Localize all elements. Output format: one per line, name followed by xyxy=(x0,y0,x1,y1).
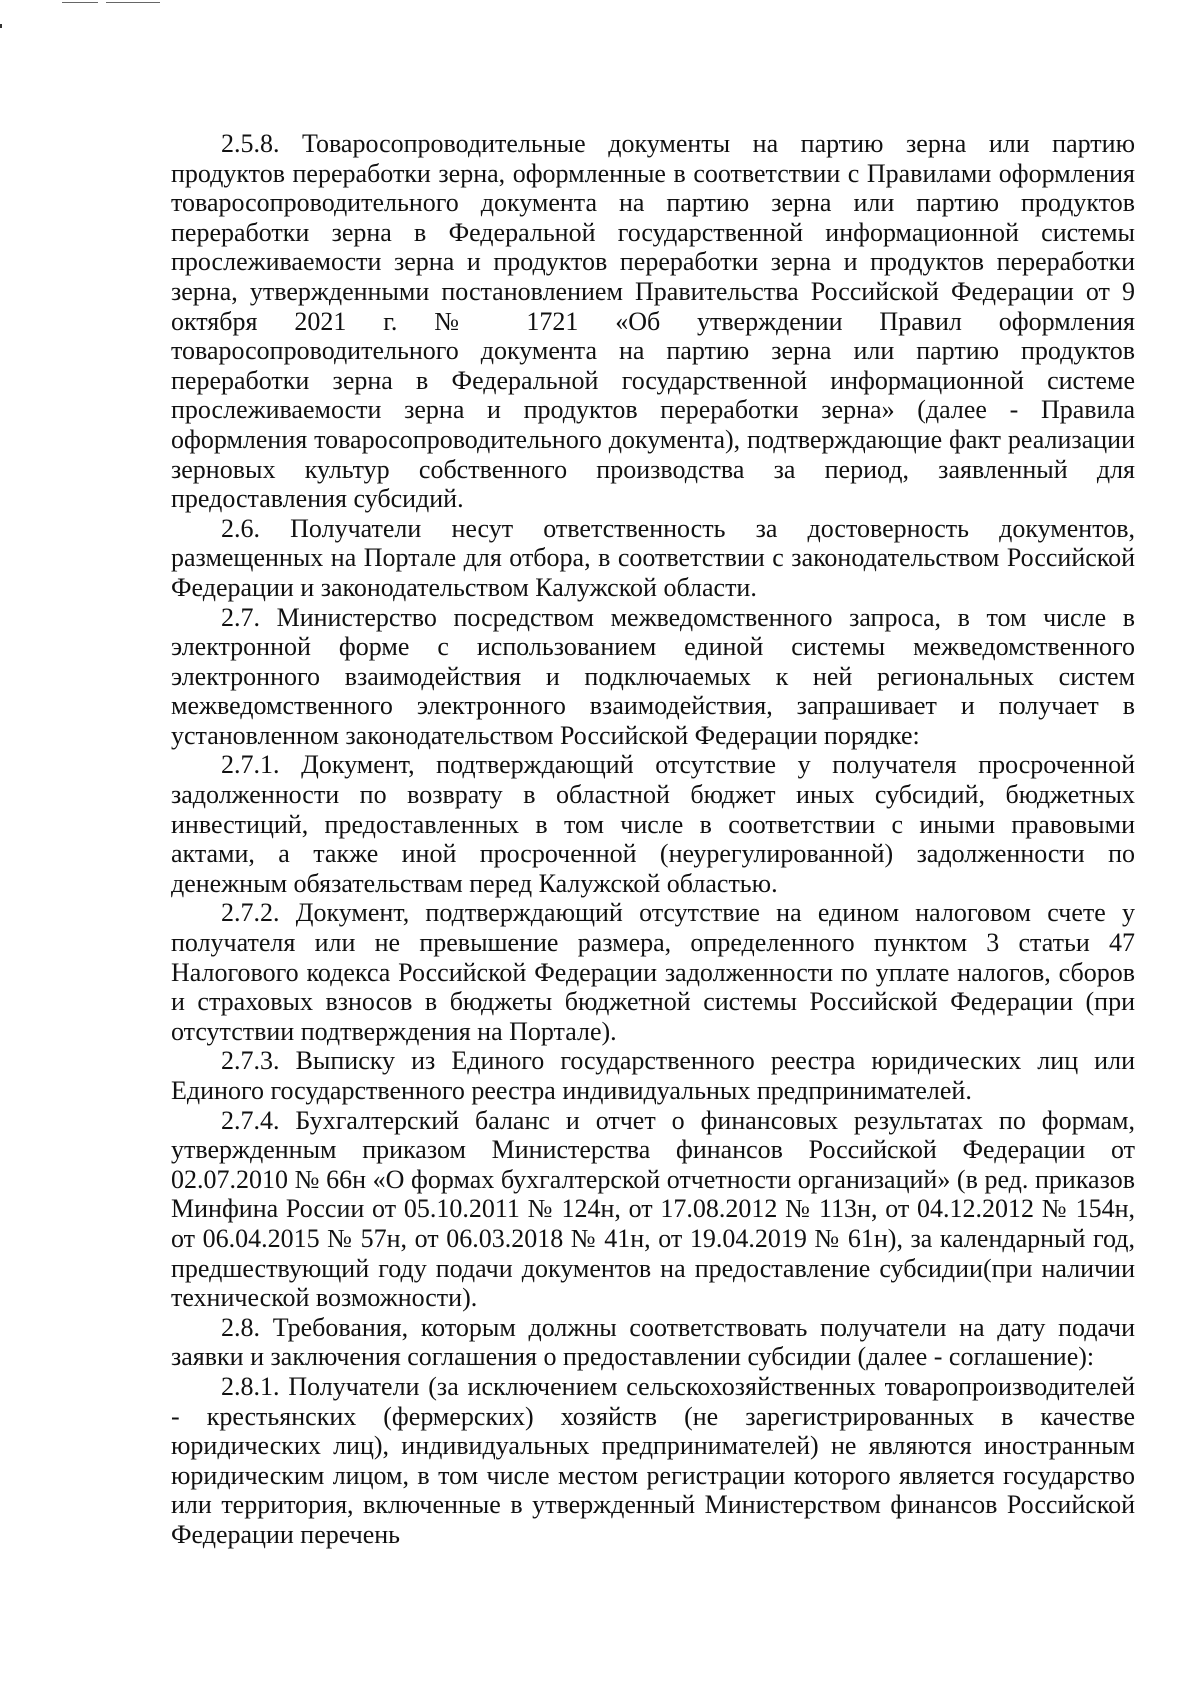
paragraph-2-7-3: 2.7.3. Выписку из Единого государственного реестра юридических лиц или Единого государственного реестра индивидуальных предпринимателей. xyxy=(171,1046,1135,1105)
scan-artifact-line xyxy=(106,2,160,3)
paragraph-2-8-1: 2.8.1. Получатели (за исключением сельскохозяйственных товаропроизводителей - крестьянских (фермерских) хозяйств (не зарегистрированных в качестве юридических лиц), индивидуальных предпринимателей) не являются иностранным юридическим лицом, в том числе местом регистрации которого является государство или территория, включенные в утвержденный Министерством финансов Российской Федерации перечень xyxy=(171,1371,1135,1549)
scan-artifact-dot xyxy=(0,24,2,28)
paragraph-2-6: 2.6. Получатели несут ответственность за достоверность документов, размещенных на Портале для отбора, в соответствии с законодательством Российской Федерации и законодательством Калужской области. xyxy=(171,513,1135,602)
document-body xyxy=(171,129,1135,1550)
paragraph-2-7: 2.7. Министерство посредством межведомственного запроса, в том числе в электронной форме с использованием единой системы межведомственного электронного взаимодействия и подключаемых к ней региональных систем межведомственного электронного взаимодействия, запрашивает и получает в установленном законодательством Российской Федерации порядке: xyxy=(171,602,1135,750)
paragraph-2-8: 2.8. Требования, которым должны соответствовать получатели на дату подачи заявки и заключения соглашения о предоставлении субсидии (далее - соглашение): xyxy=(171,1312,1135,1372)
paragraph-2-7-2: 2.7.2. Документ, подтверждающий отсутствие на едином налоговом счете у получателя или не превышение размера, определенного пунктом 3 статьи 47 Налогового кодекса Российской Федерации задолженности по уплате налогов, сборов и страховых взносов в бюджеты бюджетной системы Российской Федерации (при отсутствии подтверждения на Портале). xyxy=(171,898,1135,1046)
paragraph-2-5-8: 2.5.8. Товаросопроводительные документы на партию зерна или партию продуктов переработки зерна, оформленные в соответствии с Правилами оформления товаросопроводительного документа на партию зерна или партию продуктов переработки зерна в Федеральной государственной информационной системы прослеживаемости зерна и продуктов переработки зерна и продуктов переработки зерна, утвержденными постановлением Правительства Российской Федерации от 9 октября 2021 г. № 1721 «Об утверждении Правил оформления товаросопроводительного документа на партию зерна или партию продуктов переработки зерна в Федеральной государственной информационной системе прослеживаемости зерна и продуктов переработки зерна» (далее - Правила оформления товаросопроводительного документа), подтверждающие факт реализации зерновых культур собственного производства за период, заявленный для предоставления субсидий. xyxy=(171,129,1135,514)
paragraph-2-7-1: 2.7.1. Документ, подтверждающий отсутствие у получателя просроченной задолженности по возврату в областной бюджет иных субсидий, бюджетных инвестиций, предоставленных в том числе в соответствии с иными правовыми актами, а также иной просроченной (неурегулированной) задолженности по денежным обязательствам перед Калужской областью. xyxy=(171,750,1135,898)
paragraph-2-7-4: 2.7.4. Бухгалтерский баланс и отчет о финансовых результатах по формам, утвержденным приказом Министерства финансов Российской Федерации от 02.07.2010 № 66н «О формах бухгалтерской отчетности организаций» (в ред. приказов Минфина России от 05.10.2011 № 124н, от 17.08.2012 № 113н, от 04.12.2012 № 154н, от 06.04.2015 № 57н, от 06.03.2018 № 41н, от 19.04.2019 № 61н), за календарный год, предшествующий году подачи документов на предоставление субсидии(при наличии технической возможности). xyxy=(171,1105,1135,1313)
scan-artifact-line xyxy=(62,2,98,3)
